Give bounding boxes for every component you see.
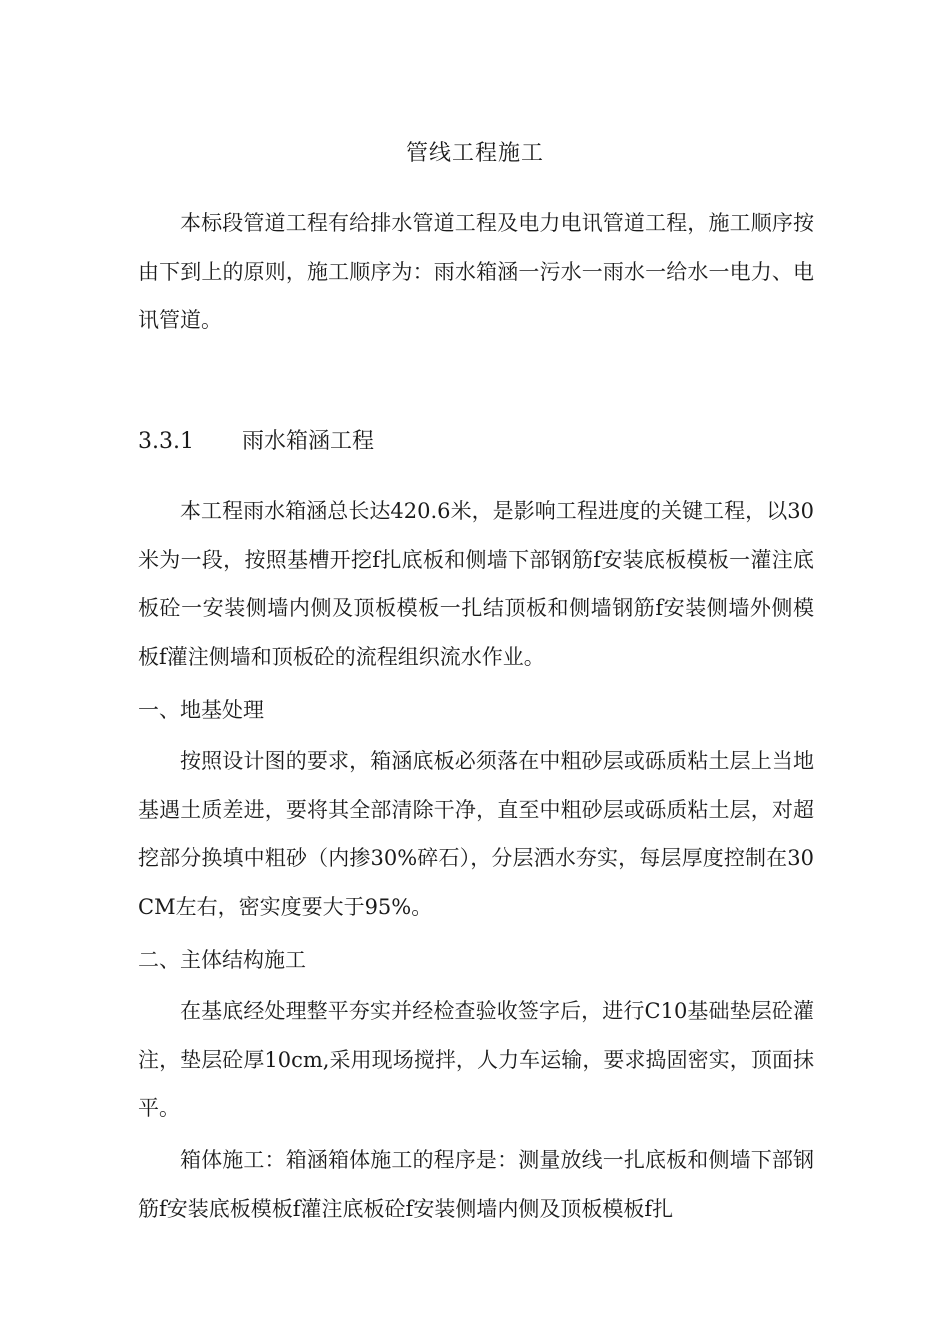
foundation-paragraph — [138, 737, 814, 931]
page-title: 管线工程施工 — [405, 141, 544, 166]
intro-paragraph — [138, 199, 814, 345]
subsection-heading-structure: 二、主体结构施工 — [138, 948, 306, 972]
section-heading — [138, 422, 374, 462]
section-title: 雨水箱涵工程 — [242, 429, 375, 454]
section-number: 3.3.1 — [138, 429, 194, 454]
section-intro-text: 本工程雨水箱涵总长达420.6米，是影响工程进度的关键工程，以30米为一段，按照基槽开挖f扎底板和侧墙下部钢筋f安装底板模板一灌注底板砼一安装侧墙内侧及顶板模板一扎结顶板和侧墙钢筋f安装侧墙外侧模板f灌注侧墙和顶板砼的流程组织流水作业。 — [138, 499, 814, 669]
structure-paragraph-1 — [138, 987, 814, 1133]
section-intro-paragraph — [138, 487, 814, 681]
structure-paragraph-2 — [138, 1136, 814, 1233]
intro-text: 本标段管道工程有给排水管道工程及电力电讯管道工程，施工顺序按由下到上的原则，施工顺序为：雨水箱涵一污水一雨水一给水一电力、电讯管道。 — [138, 211, 814, 332]
subsection-heading-foundation: 一、地基处理 — [138, 698, 264, 722]
foundation-text: 按照设计图的要求，箱涵底板必须落在中粗砂层或砾质粘土层上当地基遇土质差进，要将其全部清除干净，直至中粗砂层或砾质粘土层，对超挖部分换填中粗砂（内掺30%碎石），分层洒水夯实，每层厚度控制在30CM左右，密实度要大于95%。 — [138, 749, 814, 919]
structure-text-1: 在基底经处理整平夯实并经检查验收签字后，进行C10基础垫层砼灌注，垫层砼厚10cm,采用现场搅拌，人力车运输，要求捣固密实，顶面抹平。 — [138, 999, 814, 1120]
structure-text-2: 箱体施工：箱涵箱体施工的程序是：测量放线一扎底板和侧墙下部钢筋f安装底板模板f灌注底板砼f安装侧墙内侧及顶板模板f扎 — [138, 1148, 814, 1221]
